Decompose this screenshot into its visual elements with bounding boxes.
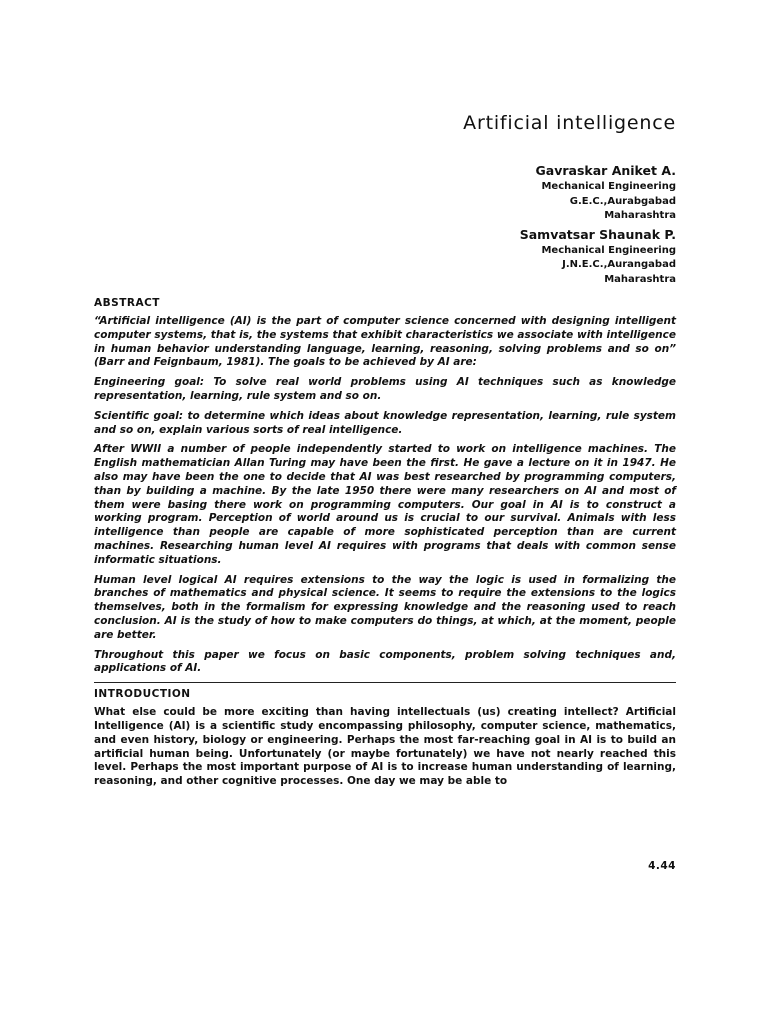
author-1 bbox=[520, 162, 676, 224]
abstract-heading: ABSTRACT bbox=[94, 297, 160, 309]
abstract-paragraph: After WWII a number of people independently started to work on intelligence machines. The English mathematician Allan Turing may have been the first. He gave a lecture on it in 1947. He also may have been the one to decide that AI was best researched by programming computers, than by building a machine. By the late 1950 there were many researchers on AI and most of them were basing there work on programming computers. Our goal in AI is to construct a working program. Perception of world around us is crucial to our survival. Animals with less intelligence than people are capable of more sophisticated perception than are current machines. Researching human level AI requires with programs that deals with common sense informatic situations. bbox=[94, 443, 676, 566]
introduction-paragraph: What else could be more exciting than having intellectuals (us) creating intellect? Artificial Intelligence (AI) is a scientific study encompassing philosophy, computer science, mathematics, and even history, biology or engineering. Perhaps the most far-reaching goal in AI is to build an artificial human being. Unfortunately (or maybe fortunately) we have not nearly reached this level. Perhaps the most important purpose of AI is to increase human understanding of learning, reasoning, and other cognitive processes. One day we may be able to bbox=[94, 706, 676, 788]
paper-title: Artificial intelligence bbox=[463, 112, 676, 134]
paper-body bbox=[94, 296, 676, 795]
abstract-section bbox=[94, 296, 676, 676]
section-divider bbox=[94, 682, 676, 683]
abstract-paragraph: Throughout this paper we focus on basic components, problem solving techniques and, applications of AI. bbox=[94, 648, 676, 675]
author-department: Mechanical Engineering bbox=[541, 244, 676, 256]
author-state: Maharashtra bbox=[604, 210, 676, 221]
author-name: Samvatsar Shaunak P. bbox=[519, 226, 676, 242]
page-number: 4.44 bbox=[648, 860, 676, 872]
paper-page bbox=[94, 0, 676, 1024]
author-institution: J.N.E.C.,Aurangabad bbox=[562, 259, 676, 270]
introduction-heading: INTRODUCTION bbox=[94, 688, 191, 701]
introduction-section bbox=[94, 687, 676, 789]
abstract-paragraph: “Artificial intelligence (AI) is the part of computer science concerned with designing intelligent computer systems, that is, the systems that exhibit characteristics we associate with intelligence in human behavior understanding language, learning, reasoning, solving problems and so on” (Barr and Feignbaum, 1981). The goals to be achieved by AI are: bbox=[94, 315, 676, 369]
abstract-paragraph: Engineering goal: To solve real world problems using AI techniques such as knowledge representation, learning, rule system and so on. bbox=[94, 376, 676, 402]
abstract-paragraph: Human level logical AI requires extensions to the way the logic is used in formalizing the branches of mathematics and physical science. It seems to require the extensions to the logics themselves, both in the formalism for expressing knowledge and the reasoning used to reach conclusion. AI is the study of how to make computers do things, at which, at the moment, people are better. bbox=[94, 573, 676, 641]
author-institution: G.E.C.,Aurabgabad bbox=[569, 195, 676, 207]
author-name: Gavraskar Aniket A. bbox=[535, 163, 676, 178]
author-block bbox=[520, 162, 676, 289]
author-department: Mechanical Engineering bbox=[541, 181, 676, 192]
author-state: Maharashtra bbox=[604, 273, 676, 285]
abstract-paragraph: Scientific goal: to determine which ideas about knowledge representation, learning, rule system and so on, explain various sorts of real intelligence. bbox=[94, 409, 676, 436]
author-2 bbox=[520, 226, 676, 288]
